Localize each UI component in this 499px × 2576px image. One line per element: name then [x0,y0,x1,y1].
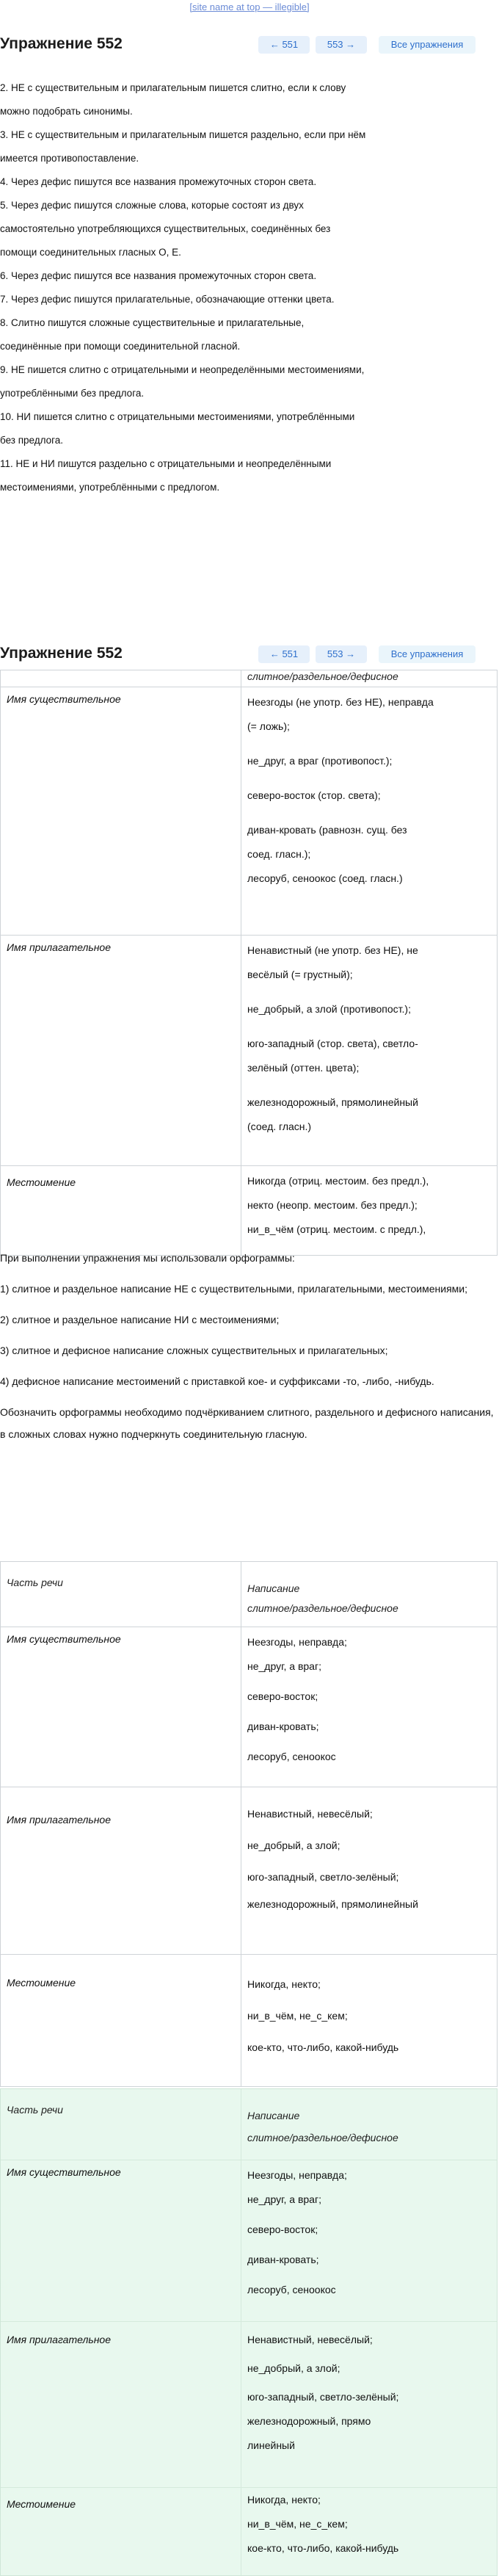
example-line: зелёный (оттен. цвета); [247,1062,360,1074]
site-label [0,0,499,25]
pos-label: Имя существительное [7,693,121,705]
example-line: Ненавистный, невесёлый; [247,2334,373,2345]
table-header-right [241,670,497,687]
table-row [1,2487,497,2575]
table-row [1,1787,497,1954]
example-line: диван-кровать; [247,1721,319,1732]
site-label-text: [site name at top — illegible] [189,1,310,12]
table-row [1,687,497,935]
example-line: железнодорожный, прямо [247,2415,371,2427]
answer-table-3 [0,2088,498,2576]
example-line: железнодорожный, прямолинейный [247,1898,418,1910]
rule-line: 3. НЕ с существительным и прилагательным пишется раздельно, если при нём [0,129,366,140]
rule-line: имеется противопоставление. [0,153,139,164]
table-row [1,2160,497,2321]
pos-label: Имя существительное [7,2166,121,2178]
example-line: юго-западный (стор. света), светло- [247,1038,418,1049]
table-cell-examples [241,1955,497,2086]
rule-line: 11. НЕ и НИ пишутся раздельно с отрицательными и неопределёнными [0,458,332,469]
example-line: (= ложь); [247,720,290,732]
all-exercises-button[interactable]: Все упражнения [379,36,476,54]
exercise-header-repeat [0,639,499,668]
header-writing-type: слитное/раздельное/дефисное [247,670,398,682]
table-cell-examples [241,2488,497,2575]
header-part-of-speech: Часть речи [7,2104,63,2116]
orthograms-section [0,1247,496,1454]
example-line: лесоруб, сеноокос (соед. гласн.) [247,872,403,884]
example-line: диван-кровать; [247,2254,319,2265]
table-header-left [1,2089,241,2160]
rules-list [0,76,496,499]
example-line: лесоруб, сеноокос [247,2284,336,2295]
header-writing: Написание [247,1582,300,1594]
example-line: диван-кровать (равнозн. сущ. без [247,824,407,836]
orthogram-item: 3) слитное и дефисное написание сложных существительных и прилагательных; [0,1345,388,1356]
table-cell-examples [241,1627,497,1787]
table-header-row [1,2089,497,2160]
table-cell-pos [1,1787,241,1954]
table-cell-pos [1,2160,241,2321]
pos-label: Местоимение [7,2498,76,2510]
example-line: весёлый (= грустный); [247,969,353,980]
next-exercise-button-repeat[interactable]: 553 → [316,645,367,663]
rule-line: без предлога. [0,435,64,446]
table-row [1,935,497,1165]
table-cell-examples [241,936,497,1165]
table-header-row [1,670,497,687]
rule-line: 8. Слитно пишутся сложные существительные и прилагательные, [0,317,305,328]
example-line: ни_в_чём, не_с_кем; [247,2010,348,2022]
table-row [1,1627,497,1787]
example-line: Неезгоды, неправда; [247,1636,347,1648]
answer-table-1 [0,670,498,1256]
table-header-left [1,670,241,687]
rule-line: 5. Через дефис пишутся сложные слова, которые состоят из двух [0,200,304,211]
table-row [1,1165,497,1255]
example-line: кое-кто, что-либо, какой-нибудь [247,2041,399,2053]
rule-line: можно подобрать синонимы. [0,106,133,117]
header-part-of-speech: Часть речи [7,1577,63,1588]
table-cell-pos [1,936,241,1165]
example-line: Ненавистный, невесёлый; [247,1808,373,1820]
rule-line: 7. Через дефис пишутся прилагательные, обозначающие оттенки цвета. [0,294,335,305]
example-line: (соед. гласн.) [247,1121,312,1132]
page-title-repeat: Упражнение 552 [0,645,123,662]
table-header-right [241,2089,497,2160]
example-line: юго-западный, светло-зелёный; [247,2391,399,2403]
pos-label: Имя прилагательное [7,2334,111,2345]
orthograms-intro: При выполнении упражнения мы использовали орфограммы: [0,1252,295,1264]
table-cell-examples [241,2160,497,2321]
example-line: железнодорожный, прямолинейный [247,1096,418,1108]
table-cell-pos [1,2488,241,2575]
example-line: ни_в_чём, не_с_кем; [247,2518,348,2530]
example-line: Ненавистный (не употр. без НЕ), не [247,944,418,956]
header-writing-type: слитное/раздельное/дефисное [247,1602,398,1614]
prev-exercise-button[interactable]: ← 551 [258,36,310,54]
table-cell-pos [1,687,241,935]
example-line: не_друг, а враг (противопост.); [247,755,393,767]
example-line: Никогда (отриц. местоим. без предл.), [247,1175,429,1187]
table-cell-pos [1,2322,241,2487]
example-line: не_друг, а враг; [247,1660,321,1672]
example-line: линейный [247,2439,295,2451]
rule-line: местоимениями, употреблёнными с предлогом. [0,482,220,493]
rule-line: соединённые при помощи соединительной гласной. [0,341,241,352]
orthogram-item: 1) слитное и раздельное написание НЕ с существительными, прилагательными, местоимениями; [0,1283,467,1295]
orthogram-item: 4) дефисное написание местоимений с приставкой кое- и суффиксами -то, -либо, -нибудь. [0,1375,434,1387]
rule-line: 2. НЕ с существительным и прилагательным пишется слитно, если к слову [0,82,346,93]
example-line: Неезгоды (не употр. без НЕ), неправда [247,696,434,708]
table-header-left [1,1562,241,1627]
orthogram-item: 2) слитное и раздельное написание НИ с местоимениями; [0,1314,280,1325]
rule-line: помощи соединительных гласных О, Е. [0,247,181,258]
example-line: кое-кто, что-либо, какой-нибудь [247,2542,399,2554]
prev-exercise-button-repeat[interactable]: ← 551 [258,645,310,663]
pos-label: Имя прилагательное [7,941,111,953]
pos-label: Имя существительное [7,1633,121,1645]
pos-label: Местоимение [7,1176,76,1188]
answer-table-2 [0,1561,498,2087]
rule-line: 10. НИ пишется слитно с отрицательными местоимениями, употреблёнными [0,411,355,422]
next-exercise-button[interactable]: 553 → [316,36,367,54]
table-row [1,1954,497,2086]
example-line: Неезгоды, неправда; [247,2169,347,2181]
example-line: не_добрый, а злой (противопост.); [247,1003,411,1015]
table-cell-pos [1,1955,241,2086]
rule-line: самостоятельно употребляющихся существительных, соединённых без [0,223,331,234]
table-header-row [1,1562,497,1627]
example-line: не_друг, а враг; [247,2193,321,2205]
table-cell-pos [1,1627,241,1787]
exercise-header [0,29,499,59]
example-line: северо-восток; [247,2224,318,2235]
table-cell-pos [1,1166,241,1255]
table-cell-examples [241,2322,497,2487]
rule-line: 4. Через дефис пишутся все названия промежуточных сторон света. [0,176,317,187]
table-cell-examples [241,1787,497,1954]
example-line: некто (неопр. местоим. без предл.); [247,1199,418,1211]
page-title: Упражнение 552 [0,35,123,52]
example-line: Никогда, некто; [247,2494,321,2506]
rule-line: 9. НЕ пишется слитно с отрицательными и неопределёнными местоимениями, [0,364,365,375]
rule-line: 6. Через дефис пишутся все названия промежуточных сторон света. [0,270,317,281]
example-line: северо-восток; [247,1690,318,1702]
example-line: не_добрый, а злой; [247,1839,340,1851]
all-exercises-button-repeat[interactable]: Все упражнения [379,645,476,663]
orthograms-note: Обозначить орфограммы необходимо подчёркиванием слитного, раздельного и дефисного написания, в сложных словах нужно подчеркнуть соединительную гласную. [0,1406,494,1440]
table-header-right [241,1562,497,1627]
example-line: не_добрый, а злой; [247,2362,340,2374]
example-line: юго-западный, светло-зелёный; [247,1871,399,1883]
example-line: лесоруб, сеноокос [247,1751,336,1762]
header-writing-type: слитное/раздельное/дефисное [247,2132,398,2143]
example-line: северо-восток (стор. света); [247,789,381,801]
example-line: Никогда, некто; [247,1978,321,1990]
pos-label: Местоимение [7,1977,76,1989]
table-row [1,2321,497,2487]
pos-label: Имя прилагательное [7,1814,111,1826]
example-line: ни_в_чём (отриц. местоим. с предл.), [247,1223,426,1235]
header-writing: Написание [247,2110,300,2121]
table-cell-examples [241,1166,497,1255]
rule-line: употреблёнными без предлога. [0,388,145,399]
example-line: соед. гласн.); [247,848,311,860]
table-cell-examples [241,687,497,935]
